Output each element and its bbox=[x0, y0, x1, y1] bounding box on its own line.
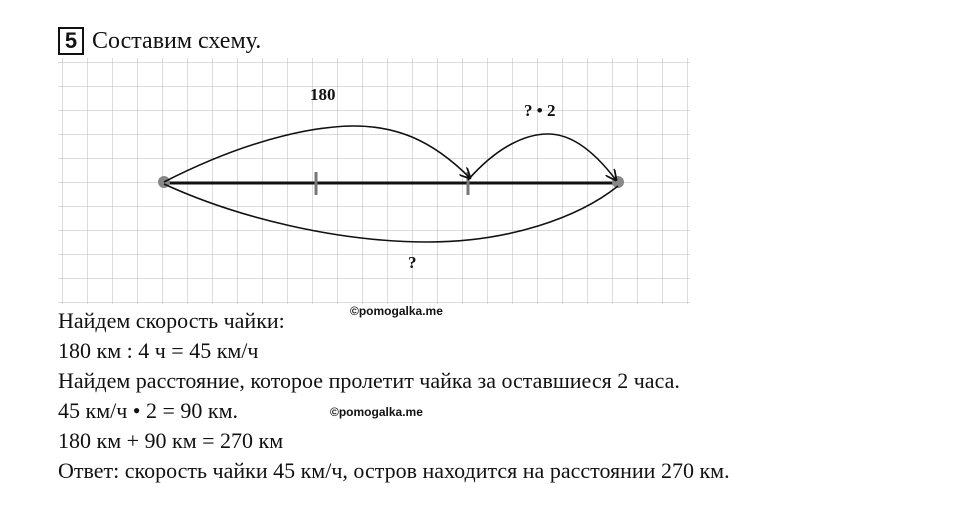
answer-line: Ответ: скорость чайки 45 км/ч, остров находится на расстоянии 270 км. bbox=[58, 458, 730, 483]
bottom-arc-label: ? bbox=[408, 253, 417, 272]
watermark: ©pomogalka.me bbox=[350, 304, 443, 318]
solution-line: 45 км/ч • 2 = 90 км. bbox=[58, 398, 239, 423]
solution-line: 180 км + 90 км = 270 км bbox=[58, 428, 284, 453]
top-arc-label: 180 bbox=[310, 85, 336, 104]
solution-text bbox=[58, 306, 730, 486]
scheme-diagram bbox=[58, 58, 690, 304]
grid-background bbox=[58, 58, 690, 304]
solution-line: 180 км : 4 ч = 45 км/ч bbox=[58, 338, 259, 363]
task-header bbox=[58, 26, 261, 56]
right-arc-label: ? • 2 bbox=[524, 101, 556, 120]
watermark: ©pomogalka.me bbox=[330, 405, 423, 419]
solution-line: Найдем расстояние, которое пролетит чайка за оставшиеся 2 часа. bbox=[58, 368, 680, 393]
solution-line: Найдем скорость чайки: bbox=[58, 308, 285, 333]
task-number-box: 5 bbox=[58, 27, 84, 55]
task-title: Составим схему. bbox=[92, 28, 262, 54]
